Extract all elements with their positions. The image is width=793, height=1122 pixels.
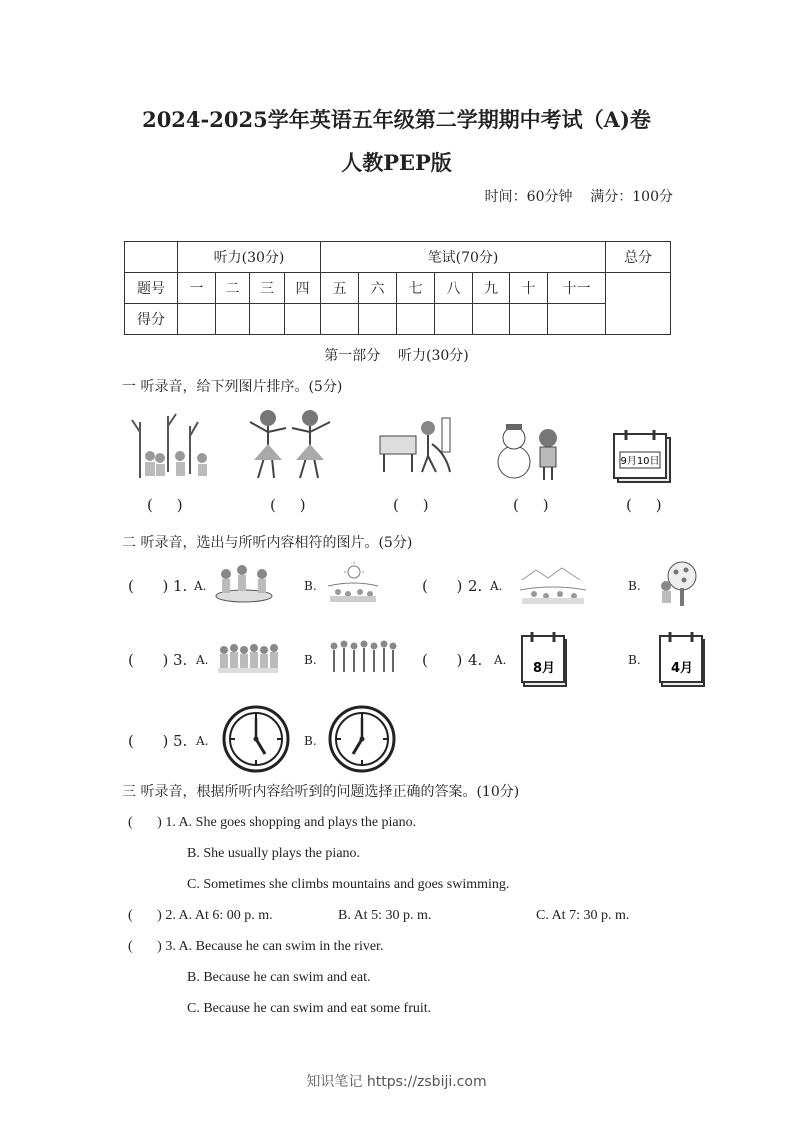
- beach-picture: [326, 562, 380, 606]
- answer-blank[interactable]: ( ): [513, 496, 549, 514]
- answer-blank[interactable]: ( ): [422, 651, 463, 669]
- score-cell[interactable]: [359, 304, 397, 335]
- option-a-label: A.: [490, 579, 503, 593]
- question-number: 五: [321, 273, 359, 304]
- answer-blank[interactable]: ( ): [128, 732, 169, 750]
- picnic-picture: [212, 562, 276, 604]
- option-a-label: A.: [196, 734, 209, 748]
- question-number: 4.: [468, 651, 483, 669]
- total-score-cell[interactable]: [606, 273, 671, 335]
- calendar-month-text: 8月: [532, 661, 556, 676]
- question-2-option-c: C. At 7: 30 p. m.: [536, 908, 630, 923]
- tree-planting-picture: [128, 412, 212, 480]
- option-a-label: A.: [194, 579, 207, 593]
- question-2-option-b: B. At 5: 30 p. m.: [338, 908, 432, 923]
- option-b-label: B.: [628, 579, 641, 593]
- question-2-option-a: ( ) 2. A. At 6: 00 p. m.: [128, 908, 273, 923]
- answer-blank[interactable]: ( ): [128, 577, 169, 595]
- section1-title: 一 听录音，给下列图片排序。(5分): [122, 379, 343, 395]
- clock-seven-oclock: [328, 705, 396, 773]
- question-number: 一: [178, 273, 216, 304]
- written-header: 笔试(70分): [321, 242, 606, 273]
- question-number: 九: [473, 273, 510, 304]
- option-a-label: A.: [196, 653, 209, 667]
- score-cell[interactable]: [216, 304, 250, 335]
- option-a-label: A.: [494, 653, 507, 667]
- answer-blank[interactable]: ( ): [422, 577, 463, 595]
- dancing-group-picture: [328, 638, 398, 678]
- picking-fruit-picture: [654, 560, 702, 608]
- question-number: 2.: [468, 577, 483, 595]
- option-b-label: B.: [304, 653, 317, 667]
- exam-meta: 时间：60分钟 满分：100分: [484, 189, 673, 205]
- question-number: 六: [359, 273, 397, 304]
- option-b-label: B.: [628, 653, 641, 667]
- score-cell[interactable]: [548, 304, 606, 335]
- answer-blank[interactable]: ( ): [270, 496, 306, 514]
- score-cell[interactable]: [178, 304, 216, 335]
- calendar-month-text: 4月: [670, 661, 694, 676]
- question-number: 5.: [173, 732, 188, 750]
- score-table: [124, 241, 671, 335]
- question-number: 八: [435, 273, 473, 304]
- score-cell[interactable]: [397, 304, 435, 335]
- question-number: 二: [216, 273, 250, 304]
- question-number: 七: [397, 273, 435, 304]
- calendar-date-text: 9月10日: [620, 456, 660, 467]
- question-1-option-b: B. She usually plays the piano.: [187, 846, 361, 861]
- score-cell[interactable]: [473, 304, 510, 335]
- section2-title: 二 听录音，选出与所听内容相符的图片。(5分): [122, 535, 413, 551]
- row-label-score: 得分: [125, 304, 178, 335]
- question-3-option-b: B. Because he can swim and eat.: [187, 970, 371, 985]
- answer-blank[interactable]: ( ): [393, 496, 429, 514]
- question-3-option-c: C. Because he can swim and eat some fruit.: [187, 1001, 432, 1016]
- river-swimming-picture: [520, 566, 586, 606]
- footer-watermark: 知识笔记 https://zsbiji.com: [306, 1074, 487, 1090]
- score-cell[interactable]: [285, 304, 321, 335]
- score-cell[interactable]: [435, 304, 473, 335]
- option-b-label: B.: [304, 579, 317, 593]
- answer-blank[interactable]: ( ): [128, 651, 169, 669]
- question-number: 3.: [173, 651, 188, 669]
- calendar-april-picture: [658, 632, 706, 688]
- cleaning-picture: [376, 414, 456, 478]
- question-1-option-c: C. Sometimes she climbs mountains and goes swimming.: [187, 877, 510, 892]
- row-label-number: 题号: [125, 273, 178, 304]
- question-number: 十: [510, 273, 548, 304]
- score-cell[interactable]: [250, 304, 285, 335]
- answer-blank[interactable]: ( ): [147, 496, 183, 514]
- total-header: 总分: [606, 242, 671, 273]
- snowman-picture: [494, 420, 570, 482]
- exam-title: 2024-2025学年英语五年级第二学期期中考试（A)卷: [142, 107, 651, 132]
- score-cell[interactable]: [510, 304, 548, 335]
- dancing-girls-picture: [244, 402, 336, 482]
- part1-title: 第一部分 听力(30分): [324, 348, 469, 364]
- question-3-option-a: ( ) 3. A. Because he can swim in the river.: [128, 939, 384, 954]
- answer-blank[interactable]: ( ): [626, 496, 662, 514]
- listening-header: 听力(30分): [178, 242, 321, 273]
- question-number: 十一: [548, 273, 606, 304]
- question-1-option-a: ( ) 1. A. She goes shopping and plays the piano.: [128, 815, 417, 830]
- question-number: 四: [285, 273, 321, 304]
- calendar-sept-picture: [612, 428, 674, 486]
- section3-title: 三 听录音，根据所听内容给听到的问题选择正确的答案。(10分): [122, 784, 520, 800]
- question-number: 1.: [173, 577, 188, 595]
- clock-five-oclock: [222, 705, 290, 773]
- exam-subtitle: 人教PEP版: [341, 150, 452, 175]
- question-number: 三: [250, 273, 285, 304]
- calendar-august-picture: [520, 632, 568, 688]
- score-cell[interactable]: [321, 304, 359, 335]
- option-b-label: B.: [304, 734, 317, 748]
- singing-class-picture: [216, 640, 280, 676]
